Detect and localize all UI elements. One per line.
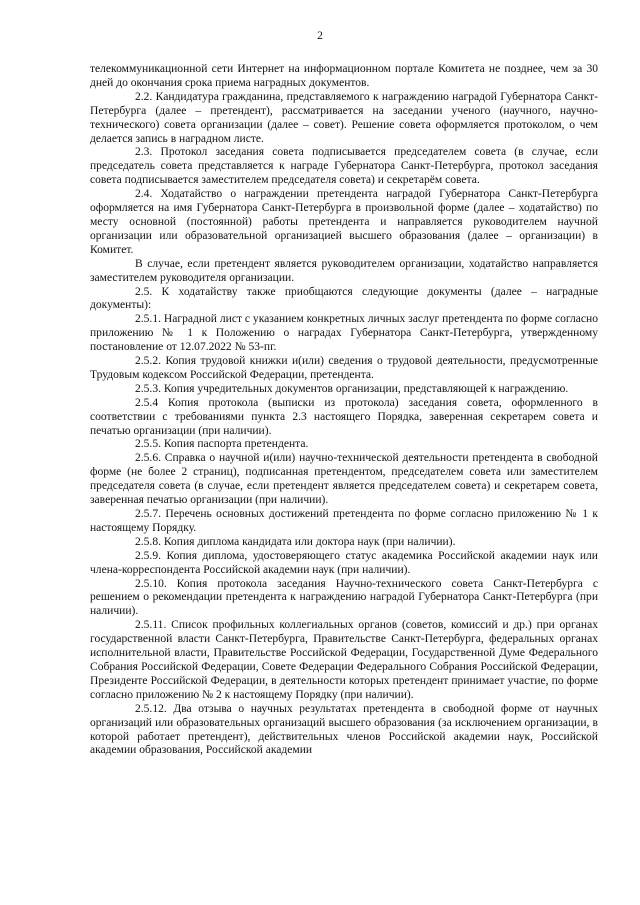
paragraph-2-5-6: 2.5.6. Справка о научной и(или) научно-технической деятельности претендента в свободной форме (не более 2 страниц), подписанная претендентом, председателем совета или заместителем председателя совета (в случае, если претендент является председателем совета) и секретарем совета, заверенная печатью организации (при наличии). bbox=[90, 452, 598, 507]
paragraph-continuation: телекоммуникационной сети Интернет на информационном портале Комитета не позднее, чем за 30 дней до окончания срока приема наградных документов. bbox=[90, 63, 598, 89]
paragraph-2-5-4: 2.5.4 Копия протокола (выписки из протокола) заседания совета, оформленного в соответствии с требованиями пункта 2.3 настоящего Порядка, заверенная секретарем совета и печатью организации (при наличии). bbox=[90, 396, 598, 437]
paragraph-2-5-8: 2.5.8. Копия диплома кандидата или доктора наук (при наличии). bbox=[135, 535, 456, 548]
paragraph-2-3: 2.3. Протокол заседания совета подписывается председателем совета (в случае, если председатель совета представляется к награде Губернатора Санкт-Петербурга, протокол заседания совета подписывается заместителем председателя совета) и секретарём совета. bbox=[90, 146, 598, 187]
paragraph-2-4: 2.4. Ходатайство о награждении претендента наградой Губернатора Санкт-Петербурга оформляется на имя Губернатора Санкт-Петербурга в произвольной форме (далее – ходатайство) по месту основной (постоянной) работы претендента и направляется руководителем научной организации или образовательной организацией высшего образования (далее – организации) в Комитет. bbox=[90, 188, 598, 256]
paragraph-2-5-3: 2.5.3. Копия учредительных документов организации, представляющей к награждению. bbox=[135, 382, 569, 395]
paragraph-2-5: 2.5. К ходатайству также приобщаются следующие документы (далее – наградные документы): bbox=[90, 285, 598, 312]
paragraph-2-5-5: 2.5.5. Копия паспорта претендента. bbox=[135, 438, 309, 451]
paragraph-2-5-2: 2.5.2. Копия трудовой книжки и(или) сведения о трудовой деятельности, предусмотренные Трудовым кодексом Российской Федерации, претендента. bbox=[90, 355, 598, 381]
paragraph-2-4-note: В случае, если претендент является руководителем организации, ходатайство направляется заместителем руководителя организации. bbox=[90, 257, 598, 284]
paragraph-2-5-10: 2.5.10. Копия протокола заседания Научно-технического совета Санкт-Петербурга с решением о рекомендации претендента к награждению наградой Губернатора Санкт-Петербурга (при наличии). bbox=[90, 577, 598, 618]
paragraph-2-5-11: 2.5.11. Список профильных коллегиальных органов (советов, комиссий и др.) при органах государственной власти Санкт-Петербурга, Правительстве Санкт-Петербурга, федеральных органах исполнительной власти, Правительстве Российской Федерации, Государственной Думе Федерального Собрания Российской Федерации, Совете Федерации Федерального Собрания Российской Федерации, Президенте Российской Федерации, в деятельности которых претендент принимает участие, по форме согласно приложению № 2 к настоящему Порядку (при наличии). bbox=[90, 619, 598, 701]
paragraph-2-5-12: 2.5.12. Два отзыва о научных результатах претендента в свободной форме от научных организаций или образовательных организаций высшего образования (за исключением организации, в которой работает претендент), действительных членов Российской академии наук, Российской академии образования, Российской академии bbox=[90, 702, 598, 757]
page-number: 2 bbox=[317, 30, 323, 42]
paragraph-2-5-7: 2.5.7. Перечень основных достижений претендента по форме согласно приложению № 1 к настоящему Порядку. bbox=[90, 508, 598, 534]
paragraph-2-5-1: 2.5.1. Наградной лист с указанием конкретных личных заслуг претендента по форме согласно приложению № 1 к Положению о наградах Губернатора Санкт-Петербурга, утвержденному постановление от 12.07.2022 № 53-пг. bbox=[90, 313, 598, 354]
paragraph-2-2: 2.2. Кандидатура гражданина, представляемого к награждению наградой Губернатора Санкт-Петербурга (далее – претендент), рассматривается на заседании ученого (научного, научно-технического) совета организации (далее – совет). Решение совета оформляется протоколом, о чем делается запись в наградном листе. bbox=[90, 90, 598, 145]
paragraph-2-5-9: 2.5.9. Копия диплома, удостоверяющего статус академика Российской академии наук или члена-корреспондента Российской академии наук (при наличии). bbox=[90, 549, 598, 576]
document-body bbox=[90, 63, 598, 758]
